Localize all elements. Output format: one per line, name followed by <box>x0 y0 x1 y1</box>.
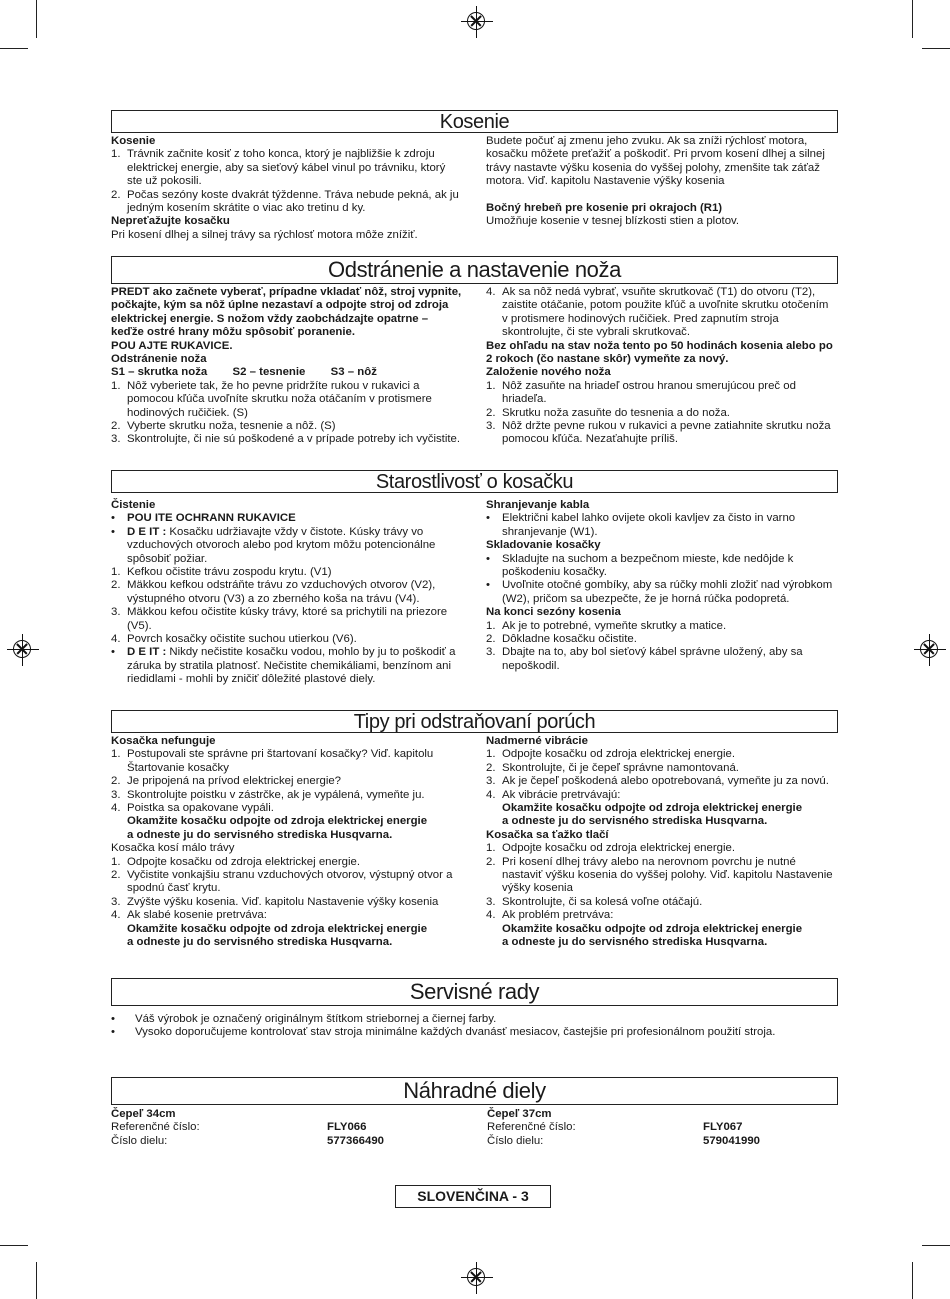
list-item: 3. Nôž držte pevne rukou v rukavici a pevne zatiahnite skrutku noža pomocou kľúča. Nezaťahujte príliš. <box>486 420 831 446</box>
diely-left <box>111 1108 461 1148</box>
warning-text: a odneste ju do servisného strediska Husqvarna. <box>127 828 393 841</box>
list-item: 2. Pri kosení dlhej trávy alebo na nerovnom povrchu je nutné nastaviť výšku kosenia do vyššej polohy. Viď. kapitolu Nastavenie výšky kosenia <box>486 855 833 895</box>
bullet-item: • POU ITE OCHRANN RUKAVICE <box>111 512 296 525</box>
bullet-item: • Uvoľnite otočné gombíky, aby sa rúčky mohli zložiť nad výrobkom (W2), pričom sa ubezpečte, že je horná rúčka podopretá. <box>486 579 833 605</box>
list-item: 3. Skontrolujte, či nie sú poškodené a v prípade potreby ich vyčistite. <box>111 433 461 446</box>
registration-mark-icon <box>467 12 485 30</box>
list-item: 1. Odpojte kosačku od zdroja elektrickej energie. <box>486 842 736 855</box>
subheading: Nepreťažujte kosačku <box>111 215 230 228</box>
list-item: 3. Mäkkou kefou očistite kúsky trávy, ktoré sa prichytili na priezore (V5). <box>111 606 448 632</box>
bullet-item: • D E IT : Kosačku udržiavajte vždy v čistote. Kúsky trávy vo vzduchových otvoroch alebo pod krytom môžu potencionálne spôsobiť požiar. <box>111 525 436 565</box>
list-item: 2. Skontrolujte, či je čepeľ správne namontovaná. <box>486 761 739 774</box>
ref-label: Referenčné číslo: <box>487 1121 576 1134</box>
warning-text: PREDT ako začnete vyberať, prípadne vkladať nôž, stroj vypnite, počkajte, kým sa nôž úplne nezastaví a odpojte stroj od zdroja elektrickej energie. S nožom vždy zaobchádzajte opatrne – keďže ostré hrany môžu spôsobiť poranenie. <box>111 286 462 339</box>
list-item: 3. Ak je čepeľ poškodená alebo opotrebovaná, vymeňte ju za novú. <box>486 775 829 788</box>
subheading: Kosenie <box>111 135 156 147</box>
warning-text: Okamžite kosačku odpojte od zdroja elektrickej energie <box>502 922 803 935</box>
list-item: 4. Ak vibrácie pretrvávajú: <box>486 788 621 801</box>
part-label: Číslo dielu: <box>111 1134 168 1147</box>
list-item: 1. Odpojte kosačku od zdroja elektrickej energie. <box>111 855 361 868</box>
table-row <box>111 1121 411 1134</box>
table-row <box>487 1135 787 1148</box>
list-item: 3. Skontrolujte, či sa kolesá voľne otáčajú. <box>486 895 703 908</box>
crop-mark <box>0 48 28 49</box>
subheading: Shranjevanje kabla <box>486 499 590 511</box>
kosenie-right-column <box>486 135 836 228</box>
section-header-servis <box>111 978 838 1006</box>
registration-mark-icon <box>920 640 938 658</box>
subheading: Skladovanie kosačky <box>486 539 601 552</box>
list-item: 1. Kefkou očistite trávu zospodu krytu. (V1) <box>111 566 332 579</box>
subheading: Kosačka kosí málo trávy <box>111 842 235 855</box>
list-item: 1. Nôž zasuňte na hriadeľ ostrou hranou smerujúcou preč od hriadeľa. <box>486 379 796 406</box>
crop-mark <box>0 1245 28 1246</box>
section-title: Kosenie <box>439 111 510 133</box>
crop-mark <box>912 0 913 38</box>
gloves-text: POU AJTE RUKAVICE. <box>111 339 233 352</box>
list-item: 1. Trávnik začnite kosiť z toho konca, ktorý je najbližšie k zdroju elektrickej energie, aby sa sieťový kábel vinul po trávniku, ktorý ste už pokosili. <box>111 148 446 188</box>
table-row <box>111 1135 411 1148</box>
warning-text: a odneste ju do servisného strediska Husqvarna. <box>502 936 768 949</box>
section-title: Starostlivosť o kosačku <box>375 471 574 493</box>
list-item: 1. Ak je to potrebné, vymeňte skrutky a matice. <box>486 619 727 632</box>
part-value: 577366490 <box>327 1134 385 1147</box>
list-item: 2. Počas sezóny koste dvakrát týždenne. Tráva nebude pekná, ak ju jedným kosením skrátite o viac ako tretinu d ky. <box>111 188 459 215</box>
crop-mark <box>36 0 37 38</box>
servis-list <box>111 1013 838 1040</box>
section-header-kosenie <box>111 110 838 133</box>
blade-heading: Čepeľ 34cm <box>111 1108 176 1120</box>
bullet-item: • Vysoko doporučujeme kontrolovať stav stroja minimálne každých dvanásť mesiacov, častejšie pri profesionálnom použití stroja. <box>111 1026 776 1039</box>
subheading: Nadmerné vibrácie <box>486 735 588 747</box>
parts-legend: S1 – skrutka noža S2 – tesnenie S3 – nôž <box>111 366 377 379</box>
warning-text: Okamžite kosačku odpojte od zdroja elektrickej energie <box>127 815 428 828</box>
crop-mark <box>36 1262 37 1299</box>
subheading: Kosačka sa ťažko tlačí <box>486 828 609 841</box>
list-item: 1. Nôž vyberiete tak, že ho pevne pridržíte rukou v rukavici a pomocou kľúča uvoľníte skrutku noža otáčaním v protismere hodinových ručičiek. (S) <box>111 379 432 419</box>
list-item: 2. Skrutku noža zasuňte do tesnenia a do noža. <box>486 406 730 419</box>
section-title: Servisné rady <box>409 979 540 1004</box>
noz-left-column <box>111 286 463 447</box>
subheading: Odstránenie noža <box>111 353 207 366</box>
warning-text: a odneste ju do servisného strediska Husqvarna. <box>127 936 393 949</box>
list-item: 4. Poistka sa opakovane vypáli. <box>111 802 274 815</box>
part-value: 579041990 <box>703 1134 761 1147</box>
tipy-right-column <box>486 735 836 950</box>
bullet-item: • Váš výrobok je označený originálnym štítkom striebornej a čiernej farby. <box>111 1013 497 1025</box>
list-item: 3. Skontrolujte poistku v zástrčke, ak je vypálená, vymeňte ju. <box>111 788 425 801</box>
page-footer: SLOVENČINA - 3 <box>395 1185 551 1208</box>
section-title: Odstránenie a nastavenie noža <box>328 257 621 282</box>
bullet-item: • Električni kabel lahko ovijete okoli kavljev za čisto in varno shranjevanje (W1). <box>486 512 796 538</box>
warning-text: Bez ohľadu na stav noža tento po 50 hodinách kosenia alebo po 2 rokoch (čo nastane skôr) vymeňte za nový. <box>486 339 833 366</box>
warning-text: a odneste ju do servisného strediska Husqvarna. <box>502 815 768 828</box>
warning-text: Okamžite kosačku odpojte od zdroja elektrickej energie <box>502 802 803 815</box>
kosenie-left-column <box>111 135 461 242</box>
noz-right-column <box>486 286 836 447</box>
subheading: Čistenie <box>111 499 156 511</box>
crop-mark <box>922 48 950 49</box>
list-item: 2. Vyčistite vonkajšiu stranu vzduchových otvorov, výstupný otvor a spodnú časť krytu. <box>111 869 453 895</box>
section-title: Tipy pri odstraňovaní porúch <box>353 711 596 733</box>
section-header-tipy <box>111 710 838 733</box>
bullet-item: • D E IT : Nikdy nečistite kosačku vodou, mohlo by ju to poškodiť a záruka by stratila platnosť. Nečistite chemikáliami, benzínom ani riedidlami - mohli by zničiť dôležité plastové diely. <box>111 646 456 686</box>
paragraph: Pri kosení dlhej a silnej trávy sa rýchlosť motora môže znížiť. <box>111 228 418 241</box>
part-label: Číslo dielu: <box>487 1134 544 1147</box>
registration-mark-icon <box>13 640 31 658</box>
starostlivost-left-column <box>111 499 463 687</box>
starostlivost-right-column <box>486 499 836 673</box>
tipy-left-column <box>111 735 463 950</box>
list-item: 4. Ak sa nôž nedá vybrať, vsuňte skrutkovač (T1) do otvoru (T2), zaistite otáčanie, potom použite kľúč a uvoľnite skrutku otočením v protismere hodinových ručičiek. Pred zapnutím stroja skontrolujte, či ste vybrali skrutkovač. <box>486 286 829 339</box>
paragraph: Umožňuje kosenie v tesnej blízkosti stien a plotov. <box>486 215 740 228</box>
ref-value: FLY067 <box>703 1121 743 1134</box>
list-item: 2. Vyberte skrutku noža, tesnenie a nôž. (S) <box>111 420 336 433</box>
list-item: 2. Je pripojená na prívod elektrickej energie? <box>111 775 342 788</box>
section-header-starostlivost <box>111 470 838 493</box>
blade-heading: Čepeľ 37cm <box>487 1108 552 1120</box>
diely-right <box>487 1108 837 1148</box>
list-item: 1. Postupovali ste správne pri štartovaní kosačky? Viď. kapitolu Štartovanie kosačky <box>111 748 434 774</box>
crop-mark <box>922 1245 950 1246</box>
ref-label: Referenčné číslo: <box>111 1121 200 1134</box>
section-title: Náhradné diely <box>403 1078 546 1103</box>
list-item: 3. Zvýšte výšku kosenia. Viď. kapitolu Nastavenie výšky kosenia <box>111 895 439 908</box>
list-item: 4. Povrch kosačky očistite suchou utierkou (V6). <box>111 633 357 646</box>
list-item: 4. Ak problém pretrváva: <box>486 909 614 922</box>
subheading: Kosačka nefunguje <box>111 735 216 747</box>
table-row <box>487 1121 787 1134</box>
section-header-diely <box>111 1077 838 1105</box>
list-item: 1. Odpojte kosačku od zdroja elektrickej energie. <box>486 748 736 761</box>
registration-mark-icon <box>467 1268 485 1286</box>
ref-value: FLY066 <box>327 1121 367 1134</box>
list-item: 4. Ak slabé kosenie pretrváva: <box>111 909 267 922</box>
subheading: Založenie nového noža <box>486 366 611 379</box>
list-item: 2. Dôkladne kosačku očistite. <box>486 633 637 646</box>
crop-mark <box>912 1262 913 1299</box>
list-item: 3. Dbajte na to, aby bol sieťový kábel správne uložený, aby sa nepoškodil. <box>486 646 803 672</box>
section-header-noz <box>111 256 838 284</box>
paragraph: Budete počuť aj zmenu jeho zvuku. Ak sa zníži rýchlosť motora, kosačku môžete preťažiť a poškodiť. Pri prvom kosení dlhej a silnej trávy nastavte výšku kosenia do vyššej polohy, zmenšite tak záťaž motora. Viď. kapitolu Nastavenie výšky kosenia <box>486 135 825 188</box>
warning-text: Okamžite kosačku odpojte od zdroja elektrickej energie <box>127 922 428 935</box>
subheading: Bočný hrebeň pre kosenie pri okrajoch (R1) <box>486 201 723 214</box>
subheading: Na konci sezóny kosenia <box>486 606 621 619</box>
bullet-item: • Skladujte na suchom a bezpečnom mieste, kde nedôjde k poškodeniu kosačky. <box>486 552 794 579</box>
list-item: 2. Mäkkou kefkou odstráňte trávu zo vzduchových otvorov (V2), výstupného otvoru (V3) a zo zberného koša na trávu (V4). <box>111 579 436 605</box>
